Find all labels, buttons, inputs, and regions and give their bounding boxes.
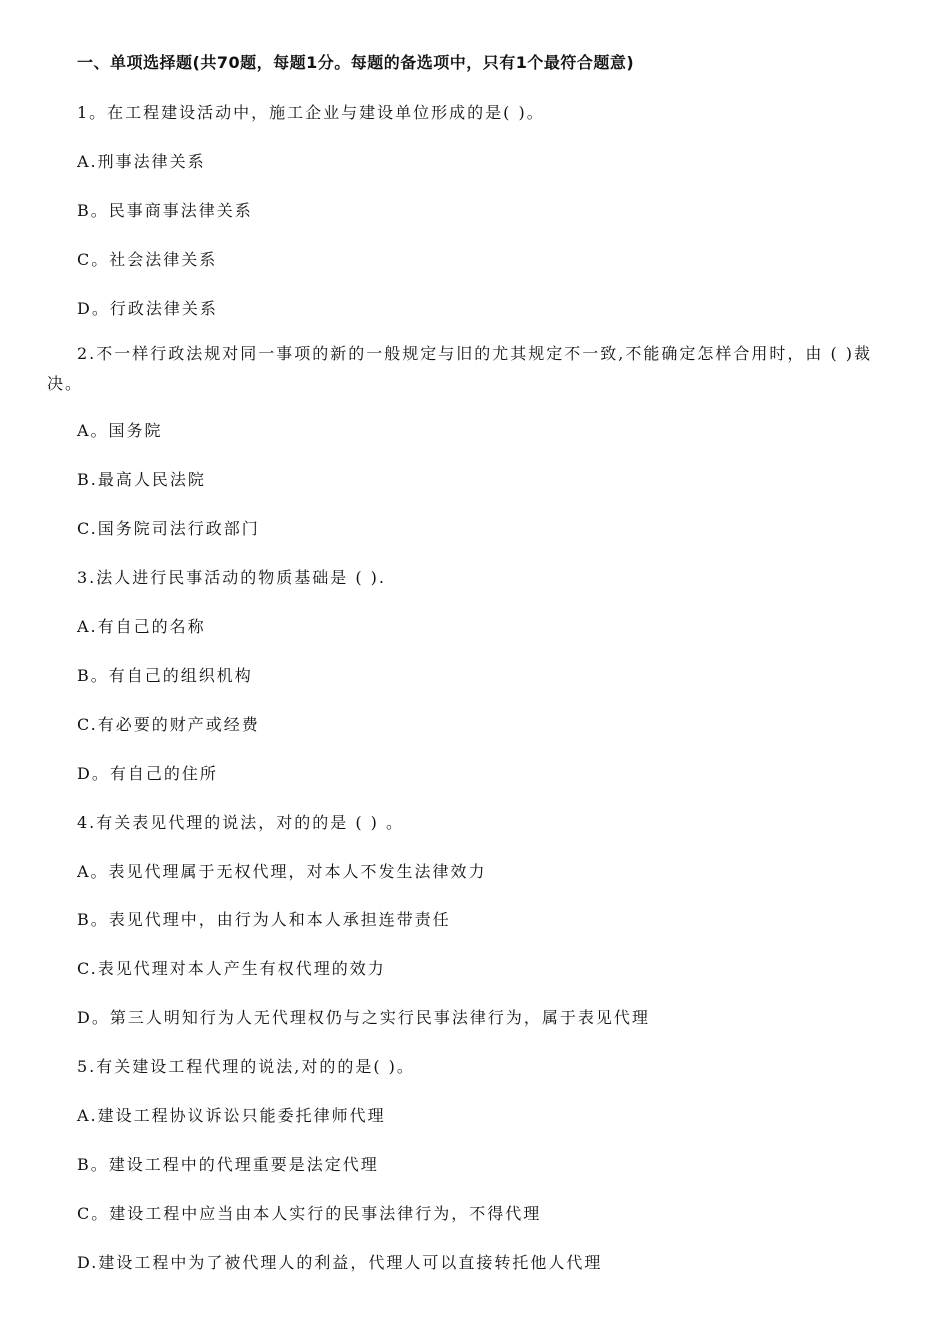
question-3-option-d: D。有自己的住所 xyxy=(77,764,218,783)
question-1-stem: 1。在工程建设活动中，施工企业与建设单位形成的是( )。 xyxy=(77,103,545,122)
question-4-stem: 4.有关表见代理的说法，对的的是 ( ) 。 xyxy=(77,813,405,832)
question-1-option-a: A.刑事法律关系 xyxy=(77,152,206,171)
question-5-option-a: A.建设工程协议诉讼只能委托律师代理 xyxy=(77,1106,386,1125)
question-3-stem: 3.法人进行民事活动的物质基础是 ( ). xyxy=(77,568,387,587)
question-5-option-d: D.建设工程中为了被代理人的利益，代理人可以直接转托他人代理 xyxy=(77,1253,603,1272)
question-5-stem: 5.有关建设工程代理的说法,对的的是( )。 xyxy=(77,1057,415,1076)
question-2-stem-line2: 决。 xyxy=(47,374,84,393)
question-4-option-b: B。表见代理中，由行为人和本人承担连带责任 xyxy=(77,910,451,929)
question-4-option-a: A。表见代理属于无权代理，对本人不发生法律效力 xyxy=(77,862,487,881)
question-5-option-c: C。建设工程中应当由本人实行的民事法律行为，不得代理 xyxy=(77,1204,542,1223)
question-3-option-c: C.有必要的财产或经费 xyxy=(77,715,260,734)
question-1-option-c: C。社会法律关系 xyxy=(77,250,218,269)
question-3-option-b: B。有自己的组织机构 xyxy=(77,666,253,685)
question-2-stem xyxy=(47,339,895,399)
question-2-option-b: B.最高人民法院 xyxy=(77,470,206,489)
question-3-option-a: A.有自己的名称 xyxy=(77,617,206,636)
question-2-stem-line1: 2.不一样行政法规对同一事项的新的一般规定与旧的尤其规定不一致,不能确定怎样合用时，由 ( )裁 xyxy=(77,344,873,363)
question-4-option-d: D。第三人明知行为人无代理权仍与之实行民事法律行为，属于表见代理 xyxy=(77,1008,650,1027)
question-1-option-b: B。民事商事法律关系 xyxy=(77,201,253,220)
question-2-option-c: C.国务院司法行政部门 xyxy=(77,519,260,538)
section-heading: 一、单项选择题(共70题，每题1分。每题的备选项中，只有1个最符合题意) xyxy=(77,53,635,72)
question-1-option-d: D。行政法律关系 xyxy=(77,299,218,318)
question-4-option-c: C.表见代理对本人产生有权代理的效力 xyxy=(77,959,386,978)
question-5-option-b: B。建设工程中的代理重要是法定代理 xyxy=(77,1155,379,1174)
question-2-option-a: A。国务院 xyxy=(77,421,163,440)
